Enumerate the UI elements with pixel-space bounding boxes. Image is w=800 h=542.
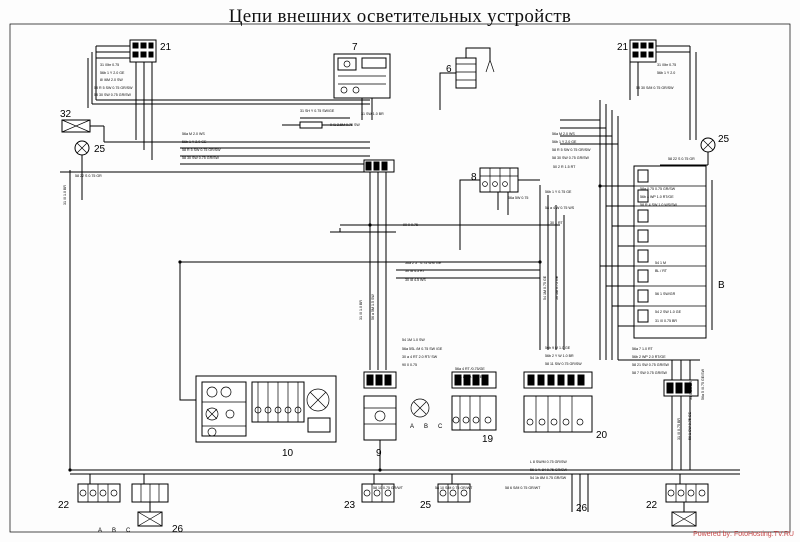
wire-label: 56a M 2.0 WS bbox=[552, 132, 575, 136]
component-label-20: 20 bbox=[596, 430, 608, 441]
terminal-letter-b: B bbox=[112, 528, 117, 534]
wire-label: 58 10 0.75 GR/WT bbox=[373, 486, 403, 490]
wire-label: 56a 4 RT /0.75/GE bbox=[455, 367, 485, 371]
wire-label: 31 0 1.0 BR bbox=[689, 381, 693, 400]
wire-label: 31 /0 1.0 BR bbox=[63, 185, 67, 205]
wire-label: 31 SW 1.0 BR bbox=[361, 112, 384, 116]
connector-26-bottom bbox=[572, 474, 588, 514]
component-label-10: 10 bbox=[282, 448, 294, 459]
component-20 bbox=[524, 372, 608, 441]
component-label-6: 6 bbox=[446, 64, 452, 75]
wire-label: 56b 2 WP 2.0 RT/GE bbox=[632, 355, 666, 359]
wire-label: 56a 5W 0.75 bbox=[508, 196, 529, 200]
wire-label: 58 R 5 SW 0.75 GR/SW bbox=[182, 148, 221, 152]
wire-label: 8/ /6M 2.0 SW bbox=[100, 78, 123, 82]
component-32 bbox=[60, 109, 104, 132]
wire-label: 58 22 S 0.75 GR bbox=[668, 157, 695, 161]
page-title: Цепи внешних осветительных устройств bbox=[228, 6, 572, 27]
wire-label: 56a 5SL /M 0.75 SW /GE bbox=[402, 347, 443, 351]
connector-22-right bbox=[646, 474, 708, 526]
wire-label: 56b 1 Y 2.0 GE bbox=[552, 140, 577, 144]
wire-label: 56b 2 Y W 1.0 BR bbox=[545, 354, 574, 358]
component-label-21-left: 21 bbox=[160, 42, 172, 53]
component-25-left bbox=[75, 141, 106, 155]
wire-label: 58a 0.75 0.75 GR/SW bbox=[640, 187, 676, 191]
wire-label: 31 /0 1.0 BR bbox=[359, 300, 363, 320]
connector-22-left bbox=[58, 474, 120, 511]
component-label-19: 19 bbox=[482, 434, 494, 445]
wire-label: 56a 7 1.0 RT bbox=[632, 347, 653, 351]
component-label-26-bottom: 26 bbox=[576, 503, 588, 514]
wire-label: 54 2 SW 1.0 GE bbox=[655, 310, 681, 314]
component-19 bbox=[410, 372, 496, 445]
component-label-8: 8 bbox=[471, 172, 477, 183]
wire-label: 30 a 4 RT 2.0 RT/ SW bbox=[402, 355, 438, 359]
wire-label: 56a M 2.0 WS bbox=[182, 132, 205, 136]
wire-label: 58 30 SW 0.75 GR/SW bbox=[94, 93, 131, 97]
component-label-25-left: 25 bbox=[94, 144, 106, 155]
component-label-9: 9 bbox=[376, 448, 382, 459]
wire-label: 56 1M 0.75 GE bbox=[555, 275, 559, 300]
component-label-25-bottom: 25 bbox=[420, 500, 432, 511]
resistor-symbol bbox=[300, 122, 322, 128]
wire-label: 54 1 M bbox=[655, 261, 666, 265]
wire-label: 54 1M 0.75 GE bbox=[543, 275, 547, 300]
wire-label: 54 1M 1.0 SW bbox=[402, 338, 425, 342]
wire-label: 31 1 8M 0.75 GE bbox=[455, 375, 483, 379]
connector-26-left bbox=[98, 474, 184, 535]
component-label-23: 23 bbox=[344, 500, 356, 511]
wire-label: 58 30 S/M 0.75 GR/SW bbox=[636, 86, 674, 90]
wire-label: 58 30 SW 0.75 GR/SW bbox=[182, 156, 219, 160]
component-label-25-right: 25 bbox=[718, 134, 730, 145]
wire-label: 58 6 S/M 0.75 GR/WT bbox=[505, 486, 541, 490]
connector-23 bbox=[344, 474, 394, 511]
wire-label: 90 0 0.75 bbox=[403, 223, 418, 227]
terminal-c: C bbox=[438, 424, 443, 430]
wire-label: 56b 1 Y 2.0 bbox=[657, 71, 676, 75]
wire-label: 56b 4 WP 1.0 RT/GE bbox=[640, 195, 674, 199]
wire-label: 58 R 5 SW 0.75 GR/SW bbox=[552, 148, 591, 152]
wire-label: 58 21 SW 0.75 GR/SW bbox=[632, 363, 669, 367]
component-8 bbox=[460, 168, 540, 250]
wire-label: 56a 5 /0.75 GE/SW bbox=[701, 369, 705, 400]
wire-label: 30 /8 4.5 WS bbox=[405, 278, 426, 282]
terminal-letter-a: A bbox=[98, 528, 103, 534]
wire-label: 31 /0br 0.75 bbox=[657, 63, 677, 67]
wire-label: 56b 1 Y 2.0 GE bbox=[100, 71, 125, 75]
component-label-22-left: 22 bbox=[58, 500, 70, 511]
component-6 bbox=[440, 48, 494, 110]
wire-label: 30 1 RT bbox=[550, 221, 563, 225]
connector-25-bottom bbox=[420, 474, 470, 511]
wire-label: 56 1 Y. 84 0.75 GR/SW bbox=[530, 468, 568, 472]
wire-label: L 8 SW/M 0.75 GR/SW bbox=[530, 460, 567, 464]
connector-21-left bbox=[130, 40, 172, 62]
wire-label: 56a 2 5 " 0.75 WS/ GE bbox=[405, 261, 442, 265]
wire-label: 58 R 4 SW 1.0 WS/SW bbox=[640, 203, 677, 207]
wire-label: 30 /8 4.5 RT bbox=[405, 269, 425, 273]
wire-label: 0 /1 2.5M 0.75 SW bbox=[330, 123, 360, 127]
wire-label: 90 0 0.75 bbox=[402, 363, 417, 367]
wire-label: 56 a 5M 1.5 SW bbox=[371, 294, 375, 320]
component-label-32: 32 bbox=[60, 109, 72, 120]
wire-label: 58 10 S/M 0.75 GR/WT bbox=[435, 486, 473, 490]
watermark: Powered by: FotoHosting.TV.RU bbox=[693, 531, 794, 538]
component-25-right bbox=[701, 134, 730, 152]
wire-label: 31 /0br 0.75 bbox=[100, 63, 120, 67]
wire-label: 58 7 SW 0.75 GR/SW bbox=[632, 371, 667, 375]
wire-label: 58 22 S 0.75 GR bbox=[75, 174, 102, 178]
wire-label: 56b 1 Y 0.75 GE bbox=[545, 190, 572, 194]
component-10 bbox=[196, 376, 336, 459]
component-label-26-left: 26 bbox=[172, 524, 184, 535]
wire-label: 56 1 SW 0.75 GE bbox=[688, 412, 692, 440]
connector-21-right bbox=[617, 40, 656, 62]
terminal-a: A bbox=[410, 424, 415, 430]
component-label-B: B bbox=[718, 280, 725, 291]
wire-label: 58 11 SW 0.75 GR/SW bbox=[545, 362, 582, 366]
wire-label: 31 SH Y 0.75 SW/GE bbox=[300, 109, 335, 113]
terminal-letter-c: C bbox=[126, 528, 131, 534]
wire-label: 58 30 SW 0.75 GR/SW bbox=[552, 156, 589, 160]
component-7 bbox=[334, 42, 390, 120]
wire-label: 58 a 4 W 0.75 WS bbox=[545, 206, 575, 210]
wire-label: 54 1b 8M 0.75 GR/SW bbox=[530, 476, 567, 480]
wire-label: 56b 1 Y 2.0 GE bbox=[182, 140, 207, 144]
component-label-22-right: 22 bbox=[646, 500, 658, 511]
wire-label: 56 1 SW/GR bbox=[655, 292, 676, 296]
wire-label: 31 /0 0.75 BR bbox=[677, 418, 681, 440]
terminal-b: B bbox=[424, 424, 429, 430]
component-label-21-right: 21 bbox=[617, 42, 629, 53]
wire-label: BL / RT bbox=[655, 269, 667, 273]
component-label-7: 7 bbox=[352, 42, 358, 53]
wire-label: 56b 9 M 1.0 GE bbox=[545, 346, 571, 350]
wire-label: 50 2 R 1.5 RT bbox=[553, 165, 576, 169]
wire-label: 31 /0 0.75 BR bbox=[655, 319, 677, 323]
wire-label: 58 R 5 SW 0.75 GR/SW bbox=[94, 86, 133, 90]
